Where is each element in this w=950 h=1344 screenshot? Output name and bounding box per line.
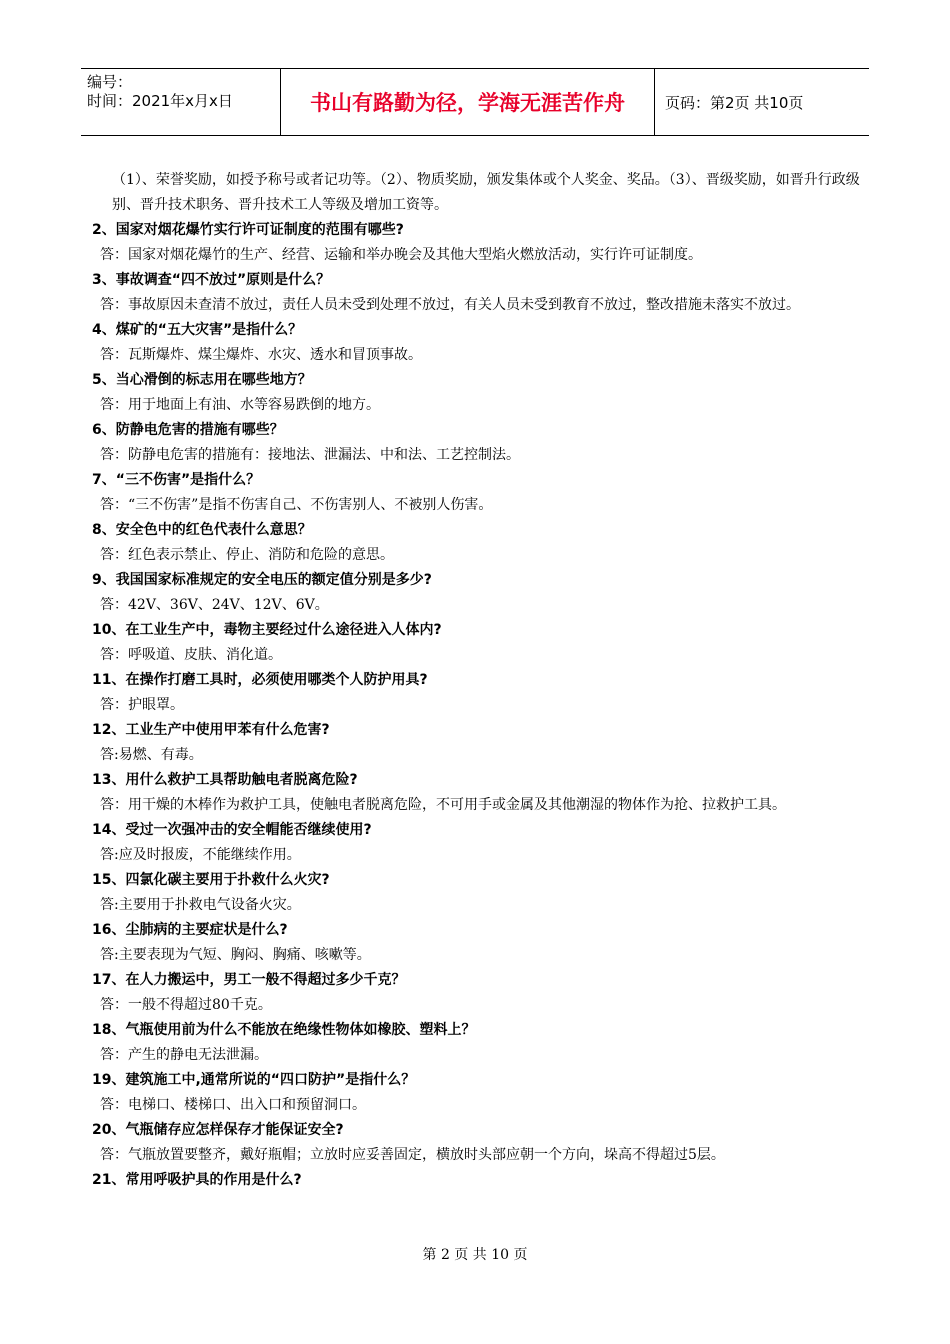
answer: 答：用干燥的木棒作为救护工具，使触电者脱离危险，不可用手或金属及其他潮湿的物体作为抢、拉救护工具。 xyxy=(100,797,786,813)
question: 16、尘肺病的主要症状是什么? xyxy=(92,922,288,938)
header-motto: 书山有路勤为径，学海无涯苦作舟 xyxy=(281,69,655,135)
time-label: 时间：2021年x月x日 xyxy=(87,92,233,110)
answer: 答：防静电危害的措施有：接地法、泄漏法、中和法、工艺控制法。 xyxy=(100,447,520,463)
question: 17、在人力搬运中，男工一般不得超过多少千克？ xyxy=(92,972,406,988)
question: 11、在操作打磨工具时，必须使用哪类个人防护用具? xyxy=(92,672,428,688)
answer: 答：护眼罩。 xyxy=(100,697,184,713)
answer: 答：42V、36V、24V、12V、6V。 xyxy=(100,597,329,613)
page-header xyxy=(81,68,869,136)
question: 21、常用呼吸护具的作用是什么? xyxy=(92,1172,302,1188)
document-body xyxy=(92,168,864,1193)
answer: 答:主要用于扑救电气设备火灾。 xyxy=(100,897,301,913)
question: 19、建筑施工中,通常所说的“四口防护”是指什么？ xyxy=(92,1072,416,1088)
header-page-label: 页码：第2页 共10页 xyxy=(665,93,804,112)
page-footer: 第 2 页 共 10 页 xyxy=(422,1247,528,1263)
question: 6、防静电危害的措施有哪些？ xyxy=(92,422,284,438)
question: 8、安全色中的红色代表什么意思？ xyxy=(92,522,312,538)
question: 12、工业生产中使用甲苯有什么危害? xyxy=(92,722,330,738)
answer: 答：瓦斯爆炸、煤尘爆炸、水灾、透水和冒顶事故。 xyxy=(100,347,422,363)
answer: 答:主要表现为气短、胸闷、胸痛、咳嗽等。 xyxy=(100,947,371,963)
question: 3、事故调查“四不放过”原则是什么？ xyxy=(92,272,331,288)
answer: 答:易燃、有毒。 xyxy=(100,747,203,763)
answer: 答：红色表示禁止、停止、消防和危险的意思。 xyxy=(100,547,394,563)
answer: 答：气瓶放置要整齐，戴好瓶帽；立放时应妥善固定，横放时头部应朝一个方向，垛高不得超过5层。 xyxy=(100,1147,725,1163)
answer: 答：呼吸道、皮肤、消化道。 xyxy=(100,647,282,663)
answer: 答：“三不伤害”是指不伤害自己、不伤害别人、不被别人伤害。 xyxy=(100,497,493,513)
question: 2、国家对烟花爆竹实行许可证制度的范围有哪些? xyxy=(92,222,404,238)
question: 9、我国国家标准规定的安全电压的额定值分别是多少? xyxy=(92,572,432,588)
answer: 答：一般不得超过80千克。 xyxy=(100,997,272,1013)
answer: 答：用于地面上有油、水等容易跌倒的地方。 xyxy=(100,397,380,413)
question: 10、在工业生产中，毒物主要经过什么途径进入人体内? xyxy=(92,622,442,638)
question: 18、气瓶使用前为什么不能放在绝缘性物体如橡胶、塑料上？ xyxy=(92,1022,476,1038)
number-label: 编号： xyxy=(87,73,133,91)
question: 4、煤矿的“五大灾害”是指什么？ xyxy=(92,322,303,338)
header-meta xyxy=(81,69,281,135)
answer: 答：事故原因未查清不放过，责任人员未受到处理不放过，有关人员未受到教育不放过，整改措施未落实不放过。 xyxy=(100,297,800,313)
question: 14、受过一次强冲击的安全帽能否继续使用? xyxy=(92,822,372,838)
answer: 答：产生的静电无法泄漏。 xyxy=(100,1047,268,1063)
qa-list xyxy=(92,218,864,1193)
question: 5、当心滑倒的标志用在哪些地方？ xyxy=(92,372,312,388)
answer: 答：电梯口、楼梯口、出入口和预留洞口。 xyxy=(100,1097,366,1113)
question: 13、用什么救护工具帮助触电者脱离危险? xyxy=(92,772,358,788)
question: 15、四氯化碳主要用于扑救什么火灾? xyxy=(92,872,330,888)
answer: 答:应及时报废，不能继续作用。 xyxy=(100,847,301,863)
answer: 答：国家对烟花爆竹的生产、经营、运输和举办晚会及其他大型焰火燃放活动，实行许可证制度。 xyxy=(100,247,702,263)
intro-paragraph: （1）、荣誉奖励，如授予称号或者记功等。（2）、物质奖励，颁发集体或个人奖金、奖品。（3）、晋级奖励，如晋升行政级别、晋升技术职务、晋升技术工人等级及增加工资等。 xyxy=(112,172,860,213)
question: 7、“三不伤害”是指什么？ xyxy=(92,472,261,488)
question: 20、气瓶储存应怎样保存才能保证安全? xyxy=(92,1122,344,1138)
